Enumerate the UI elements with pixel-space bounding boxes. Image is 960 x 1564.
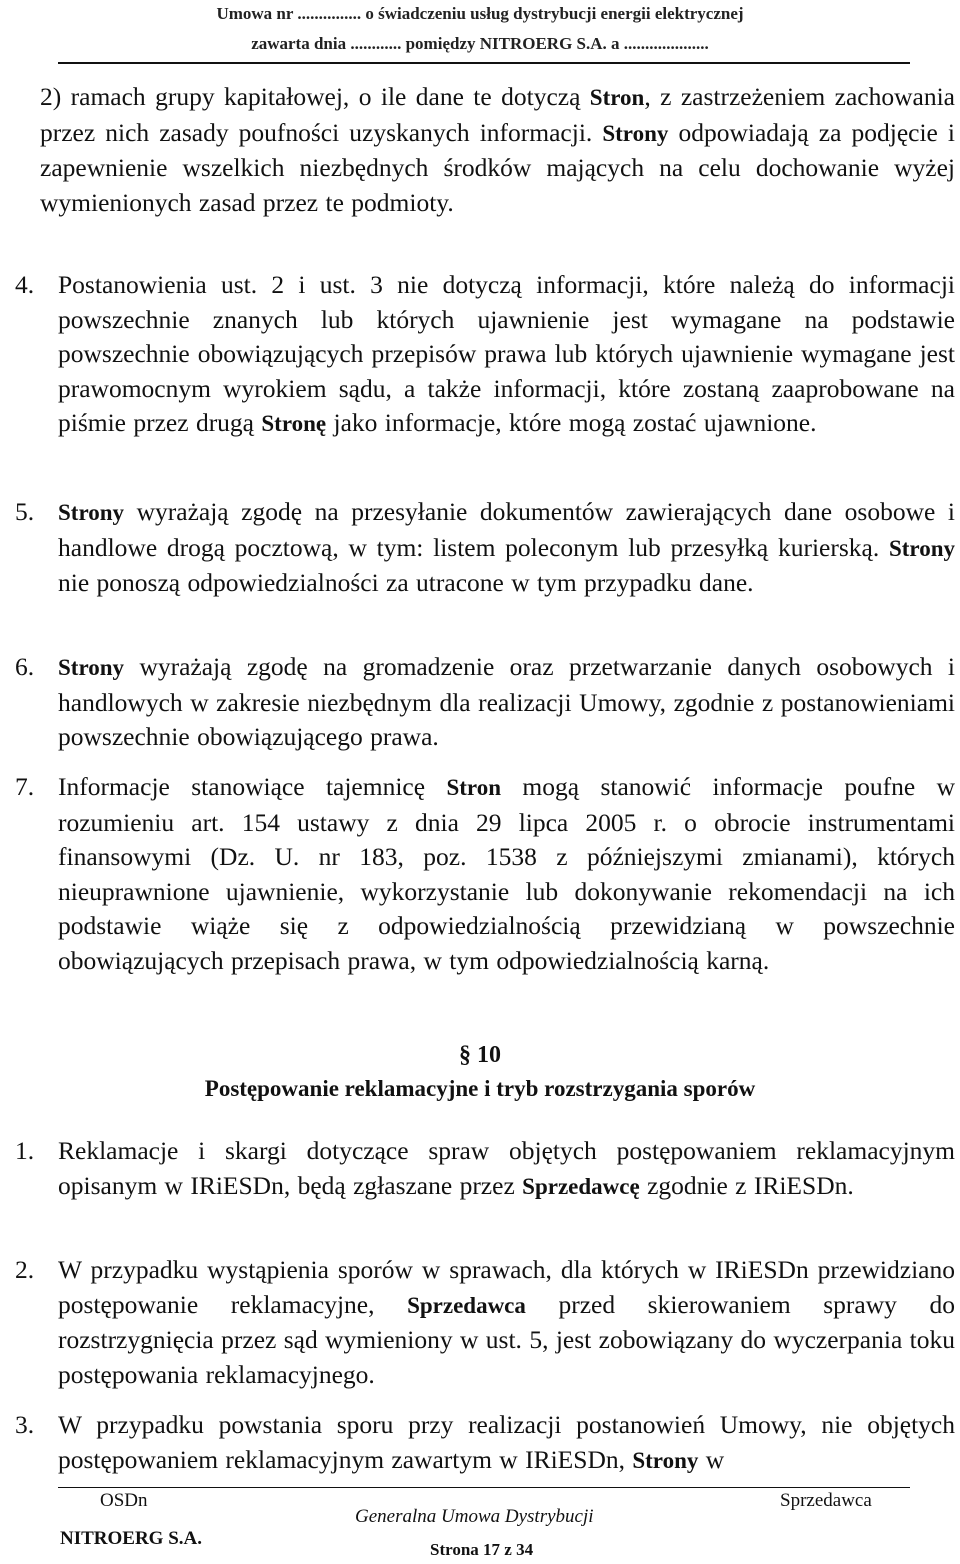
paragraph-3-2: 2) ramach grupy kapitałowej, o ile dane te dotyczą Stron, z zastrzeżeniem zachowania przez nich zasady poufności uzyskanych informacji. Strony odpowiadają za podjęcie i zapewnienie wszelkich niezbędnych środków mających na celu dochowanie wyżej wymienionych zasad przez te podmioty.	[40, 82, 955, 217]
paragraph-4: Postanowienia ust. 2 i ust. 3 nie dotyczą informacji, które należą do informacji powszechnie znanych lub których ujawnienie jest wymagane na podstawie powszechnie obowiązujących przepisów prawa lub których ujawnienie wymagane jest prawomocnym wyrokiem sądu, a także informacji, które zostaną zaaprobowane na piśmie przez drugą Stronę jako informacje, które mogą zostać ujawnione.	[58, 270, 955, 438]
paragraph-number-5: 5.	[15, 497, 35, 526]
footer-contract-type: Generalna Umowa Dystrybucji	[355, 1506, 594, 1527]
footer-divider	[58, 1487, 910, 1488]
paragraph-6: Strony wyrażają zgodę na gromadzenie oraz przetwarzanie danych osobowych i handlowych w zakresie niezbędnym dla realizacji Umowy, zgodnie z postanowieniami powszechnie obowiązującego prawa.	[58, 652, 955, 752]
header-divider	[58, 62, 910, 64]
paragraph-5: Strony wyrażają zgodę na przesyłanie dokumentów zawierających dane osobowe i handlowe drogą pocztową, w tym: listem poleconym lub przesyłką kurierską. Strony nie ponoszą odpowiedzialności za utracone w tym przypadku dane.	[58, 497, 955, 598]
paragraph-r1: Reklamacje i skargi dotyczące spraw objętych postępowaniem reklamacyjnym opisanym w IRiESDn, będą zgłaszane przez Sprzedawcę zgodnie z IRiESDn.	[58, 1136, 955, 1200]
page-number: Strona 17 z 34	[430, 1540, 534, 1559]
footer-company: NITROERG S.A.	[60, 1528, 202, 1549]
section-title: Postępowanie reklamacyjne i tryb rozstrzygania sporów	[204, 1076, 756, 1101]
paragraph-number-6: 6.	[15, 652, 35, 681]
paragraph-number-r1: 1.	[15, 1136, 35, 1165]
paragraph-number-7: 7.	[15, 772, 35, 801]
header-line-1: Umowa nr ............... o świadczeniu usług dystrybucji energii elektrycznej	[216, 4, 744, 23]
section-number: § 10	[459, 1042, 501, 1068]
paragraph-r2: W przypadku wystąpienia sporów w sprawach, dla których w IRiESDn przewidziano postępowanie reklamacyjne, Sprzedawca przed skierowaniem sprawy do rozstrzygnięcia przez sąd wymieniony w ust. 5, jest zobowiązany do wyczerpania toku postępowania reklamacyjnego.	[58, 1255, 955, 1389]
paragraph-number-r2: 2.	[15, 1255, 35, 1284]
paragraph-number-r3: 3.	[15, 1410, 35, 1439]
paragraph-7: Informacje stanowiące tajemnicę Stron mogą stanowić informacje poufne w rozumieniu art. 154 ustawy z dnia 29 lipca 2005 r. o obrocie instrumentami finansowymi (Dz. U. nr 183, poz. 1538 z późniejszymi zmianami), których nieuprawnione ujawnienie, wykorzystanie lub dokonywanie rekomendacji na ich podstawie wiąże się z odpowiedzialnością przewidzianą w powszechnie obowiązujących przepisach prawa, w tym odpowiedzialnością karną.	[58, 772, 956, 975]
header-line-2: zawarta dnia ............ pomiędzy NITROERG S.A. a ....................	[251, 34, 709, 53]
paragraph-number-4: 4.	[15, 270, 35, 299]
footer-osdn: OSDn	[100, 1490, 148, 1511]
paragraph-r3: W przypadku powstania sporu przy realizacji postanowień Umowy, nie objętych postępowaniem reklamacyjnym zawartym w IRiESDn, Strony w	[58, 1410, 955, 1474]
footer-seller: Sprzedawca	[780, 1490, 872, 1511]
